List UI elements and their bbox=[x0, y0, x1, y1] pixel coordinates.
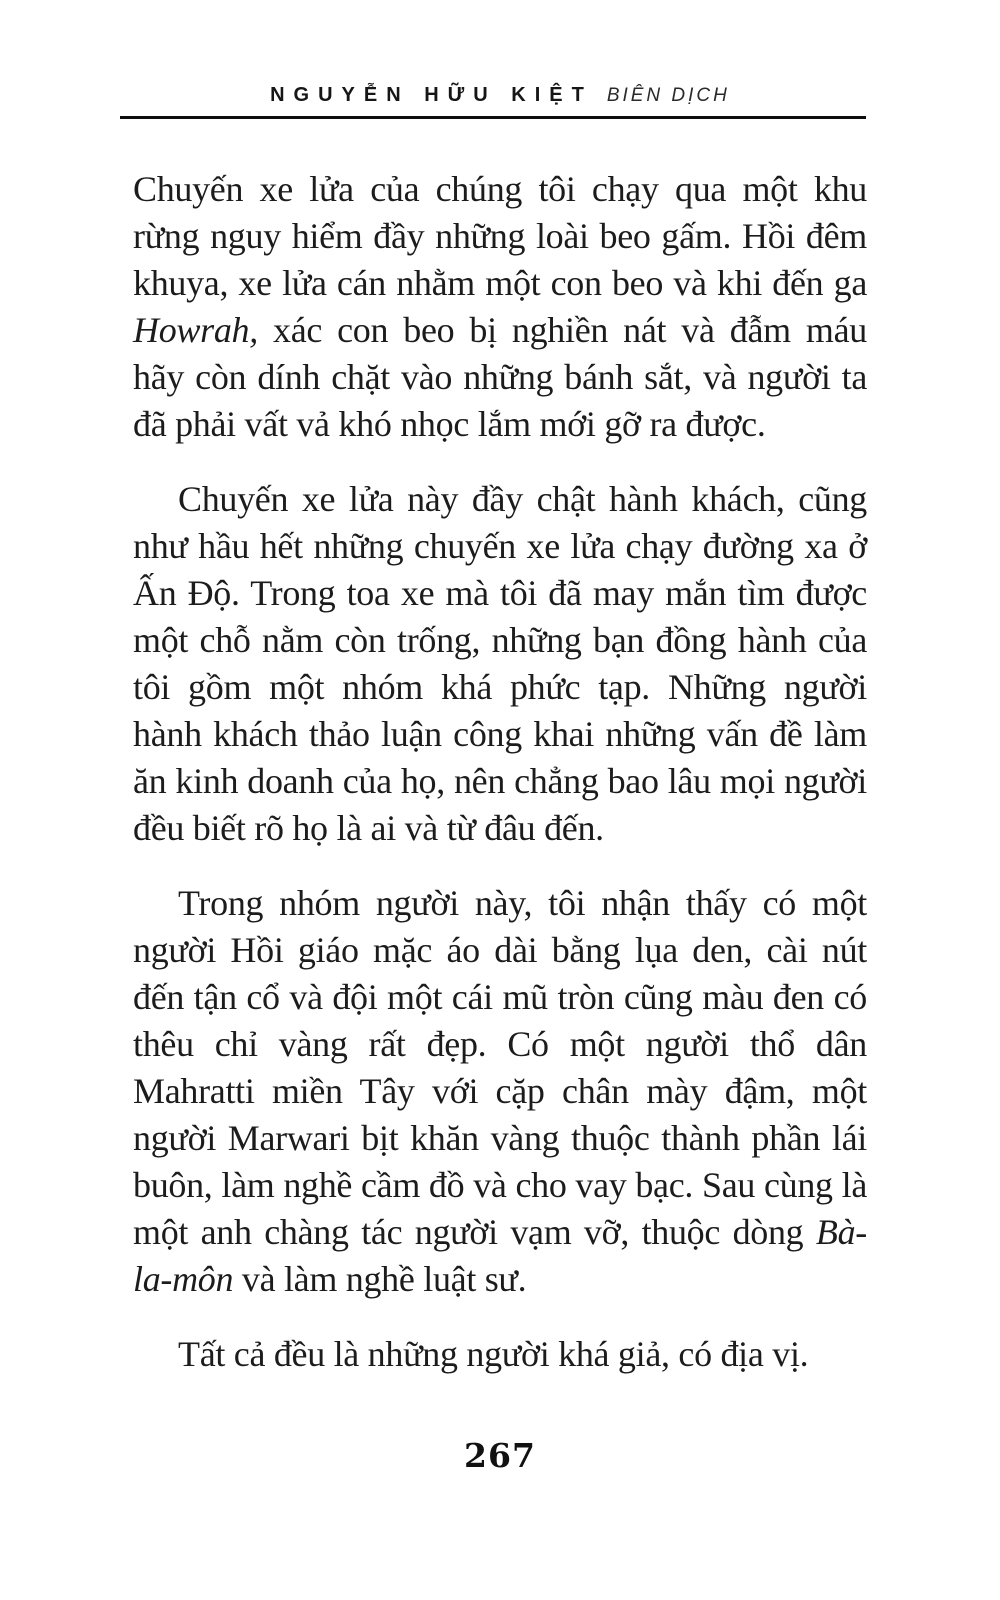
paragraph bbox=[133, 880, 867, 1303]
text-run: xác con beo bị nghiền nát và đẫm máu hãy còn dính chặt vào những bánh sắt, và người ta đã phải vất vả khó nhọc lắm mới gỡ ra được. bbox=[133, 310, 867, 444]
text-run: và làm nghề luật sư. bbox=[233, 1259, 527, 1299]
text-run: Tất cả đều là những người khá giả, có địa vị. bbox=[178, 1334, 809, 1374]
paragraph bbox=[133, 166, 867, 448]
text-run: Trong nhóm người này, tôi nhận thấy có một người Hồi giáo mặc áo dài bằng lụa den, cài nút đến tận cổ và đội một cái mũ tròn cũng màu đen có thêu chỉ vàng rất đẹp. Có một người thổ dân Mahratti miền Tây với cặp chân mày đậm, một người Marwari bịt khăn vàng thuộc thành phần lái buôn, làm nghề cầm đồ và cho vay bạc. Sau cùng là một anh chàng tác người vạm vỡ, thuộc dòng bbox=[133, 883, 867, 1252]
page-number: 267 bbox=[464, 1436, 536, 1475]
italic-text-run: Bà-la-môn bbox=[133, 1212, 867, 1299]
paragraph bbox=[133, 476, 867, 852]
header-translator-label: BIÊN DỊCH bbox=[606, 85, 730, 106]
italic-text-run: Howrah, bbox=[133, 310, 258, 350]
header-author-name: NGUYỄN HỮU KIỆT bbox=[270, 84, 593, 106]
text-run: Chuyến xe lửa của chúng tôi chạy qua một khu rừng nguy hiểm đầy những loài beo gấm. Hồi đêm khuya, xe lửa cán nhằm một con beo và khi đến ga bbox=[133, 169, 867, 303]
header-divider-rule bbox=[120, 116, 866, 119]
text-run: Chuyến xe lửa này đầy chật hành khách, cũng như hầu hết những chuyến xe lửa chạy đường xa ở Ấn Độ. Trong toa xe mà tôi đã may mắn tìm được một chỗ nằm còn trống, những bạn đồng hành của tôi gồm một nhóm khá phức tạp. Những người hành khách thảo luận công khai những vấn đề làm ăn kinh doanh của họ, nên chẳng bao lâu mọi người đều biết rõ họ là ai và từ đâu đến. bbox=[133, 479, 867, 848]
running-header bbox=[0, 84, 1000, 107]
paragraph bbox=[133, 1331, 867, 1378]
page-body-text bbox=[133, 166, 867, 1406]
